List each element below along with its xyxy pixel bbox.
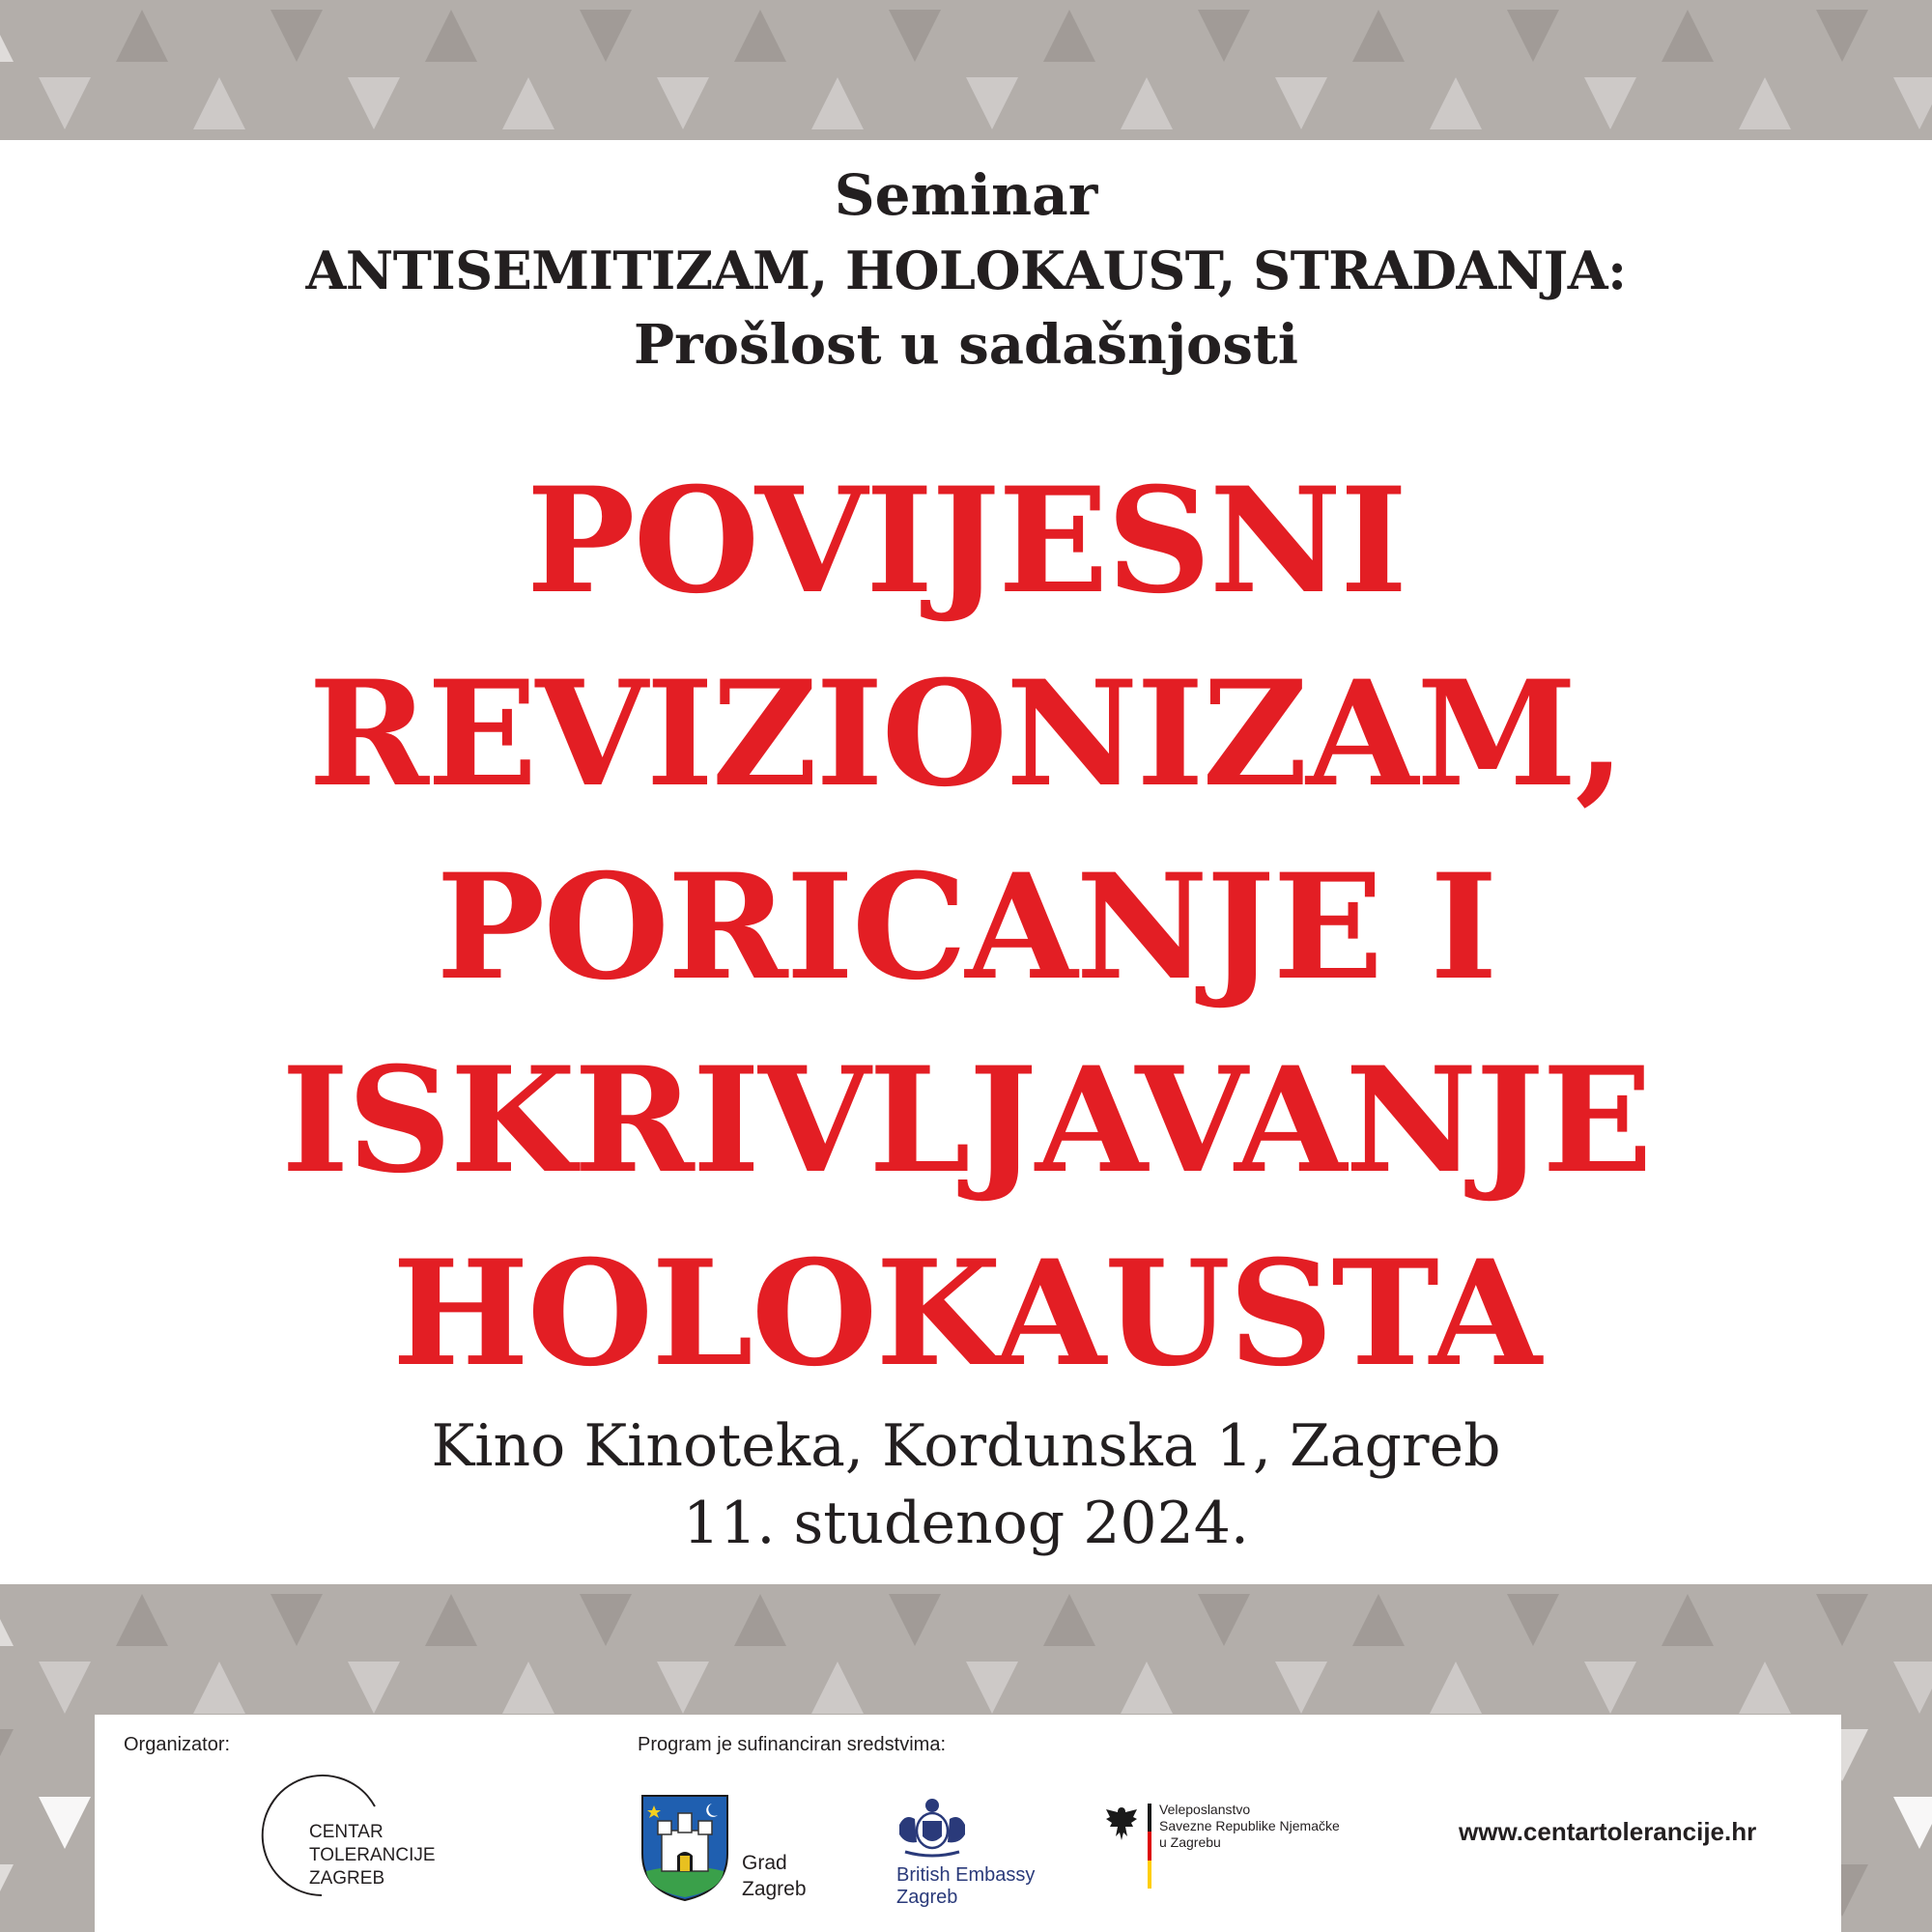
title-line: HOLOKAUSTA <box>391 1229 1541 1399</box>
royal-coat-of-arms-icon <box>892 1792 973 1861</box>
sponsor-label: Program je sufinanciran sredstvima: <box>638 1734 947 1755</box>
sponsor-german-line: Savezne Republike Njemačke <box>1159 1818 1340 1833</box>
zagreb-coat-of-arms-icon <box>640 1794 729 1902</box>
sponsor-british-line: British Embassy <box>896 1864 1036 1886</box>
sponsor-city-line: Zagreb <box>742 1878 807 1900</box>
organizer-label: Organizator: <box>124 1734 231 1755</box>
event-date: 11. studenog 2024. <box>683 1490 1249 1557</box>
top-pattern-band <box>0 0 1932 140</box>
title-line: PORICANJE I <box>436 842 1496 1012</box>
title-line: POVIJESNI <box>526 456 1406 626</box>
seminar-subtitle: ANTISEMITIZAM, HOLOKAUST, STRADANJA: <box>305 240 1627 301</box>
sponsor-german-line: u Zagrebu <box>1159 1834 1221 1850</box>
title-line: REVIZIONIZAM, <box>308 649 1624 819</box>
sponsor-british-embassy <box>896 1864 1035 1909</box>
german-flag-icon <box>1148 1804 1151 1889</box>
seminar-label: Seminar <box>834 162 1098 228</box>
organizer-name-line: ZAGREB <box>309 1868 385 1889</box>
event-venue: Kino Kinoteka, Kordunska 1, Zagreb <box>431 1412 1501 1480</box>
website-link[interactable]: www.centartolerancije.hr <box>1459 1817 1757 1846</box>
organizer-name <box>309 1821 436 1890</box>
seminar-tagline: Prošlost u sadašnjosti <box>634 313 1298 377</box>
title-line: ISKRIVLJAVANJE <box>281 1036 1651 1206</box>
triangle-pattern <box>0 0 1932 140</box>
footer-panel <box>95 1715 1841 1932</box>
main-title <box>0 444 1932 1410</box>
sponsor-german-embassy <box>1159 1802 1340 1851</box>
sponsor-city-line: Grad <box>742 1852 787 1874</box>
organizer-name-line: TOLERANCIJE <box>309 1845 436 1865</box>
sponsor-german-line: Veleposlanstvo <box>1159 1802 1251 1817</box>
german-eagle-icon <box>1104 1804 1139 1842</box>
organizer-name-line: CENTAR <box>309 1822 384 1842</box>
sponsor-british-line: Zagreb <box>896 1887 958 1908</box>
sponsor-city-zagreb <box>742 1850 807 1902</box>
